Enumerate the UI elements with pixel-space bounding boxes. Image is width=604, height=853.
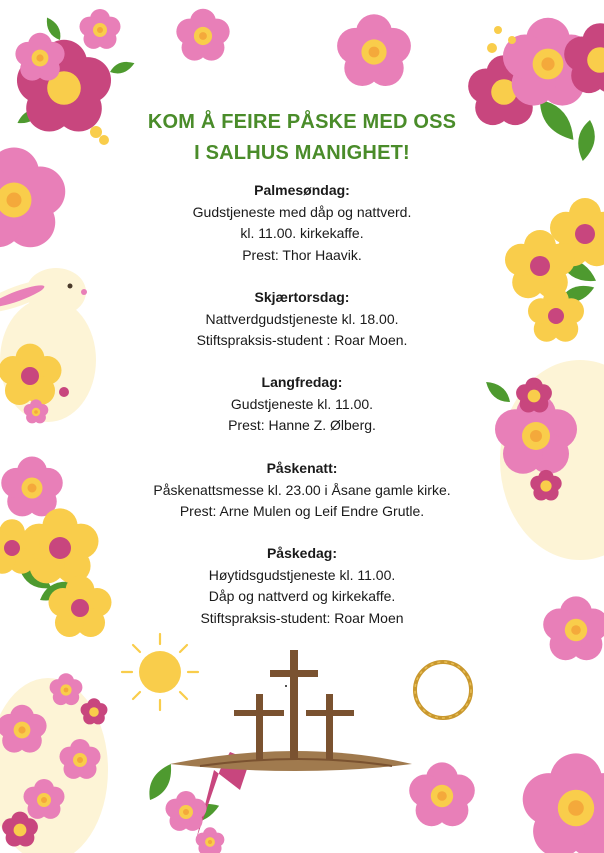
service-palmesondag <box>0 180 604 266</box>
service-heading: Påskenatt: <box>266 460 338 476</box>
service-line: Påskenattsmesse kl. 23.00 i Åsane gamle kirke. <box>153 481 451 498</box>
service-langfredag <box>0 372 604 437</box>
flower-icon <box>523 753 604 853</box>
service-paskenatt <box>0 458 604 523</box>
sun-icon <box>122 634 198 710</box>
service-skjaertorsdag <box>0 287 604 352</box>
service-line: Gudstjeneste kl. 11.00. <box>230 395 374 412</box>
service-heading: Palmesøndag: <box>254 182 350 198</box>
flower-icon <box>409 762 475 826</box>
service-line: Prest: Thor Haavik. <box>242 246 362 263</box>
service-line: Nattverdgudstjeneste kl. 18.00. <box>205 310 399 327</box>
page-title-line2: I SALHUS MANIGHET! <box>194 142 410 164</box>
service-line: kl. 11.00. kirkekaffe. <box>240 225 364 241</box>
crown-of-thorns-icon <box>415 662 471 718</box>
service-line: Stiftspraksis-student: Roar Moen <box>200 609 404 626</box>
service-heading: Langfredag: <box>261 374 343 390</box>
service-line: Gudstjeneste med dåp og nattverd. <box>192 203 412 220</box>
service-heading: Påskedag: <box>266 545 338 561</box>
service-paskedag <box>0 543 604 629</box>
service-heading: Skjærtorsdag: <box>254 289 350 305</box>
service-line: Prest: Arne Mulen og Leif Endre Grutle. <box>179 503 425 519</box>
service-line: Stiftspraksis-student : Roar Moen. <box>196 332 408 348</box>
flower-icon <box>176 9 229 61</box>
flower-icon <box>337 14 411 86</box>
page-title-line1: KOM Å FEIRE PÅSKE MED OSS <box>147 111 457 133</box>
service-line: Dåp og nattverd og kirkekaffe. <box>208 588 396 604</box>
service-line: Prest: Hanne Z. Ølberg. <box>228 417 376 433</box>
service-line: Høytidsgudstjeneste kl. 11.00. <box>208 566 396 583</box>
three-crosses-icon <box>170 650 412 771</box>
easter-egg-icon <box>0 673 108 853</box>
